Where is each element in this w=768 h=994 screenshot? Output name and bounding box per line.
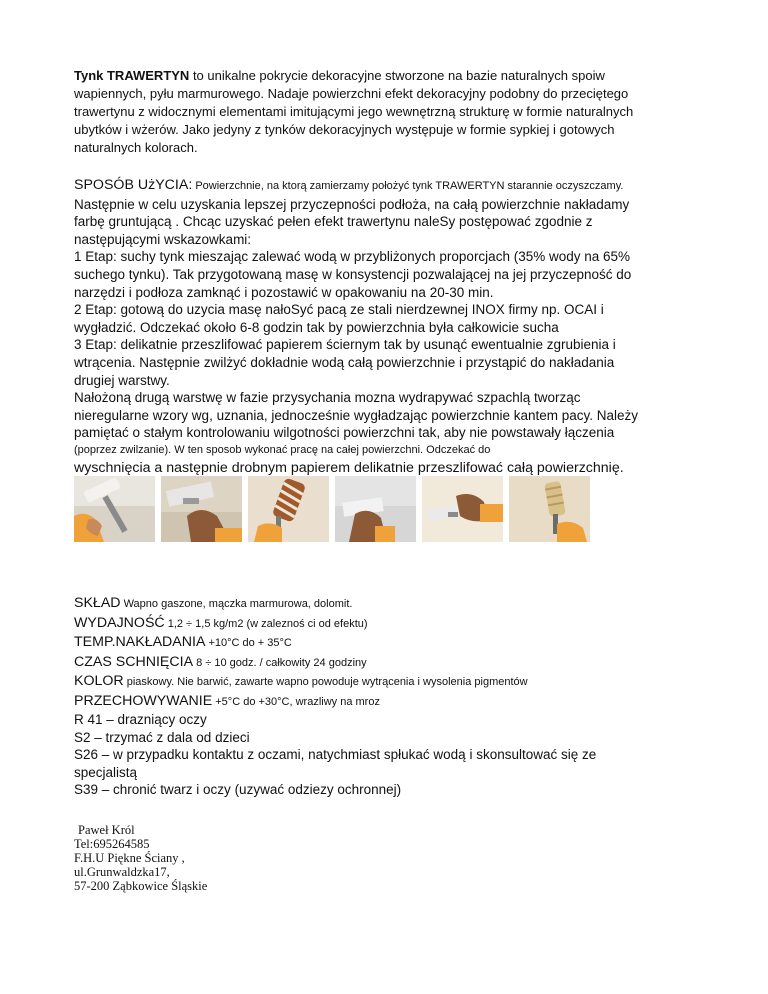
photo-step-trowel-cream — [422, 476, 503, 542]
spec-value: +5°C do +30°C, wrazliwy na mroz — [212, 695, 380, 708]
photo-step-trowel-grey — [335, 476, 416, 542]
usage-line: 2 Etap: gotową do uzycia masę nałoSyć pacą ze stali nierdzewnej INOX firmy np. OCAI i — [74, 302, 604, 318]
usage-small-line: (poprzez zwilzanie). W ten sposob wykonać pracę na całej powierzchni. Odczekać do — [74, 443, 491, 456]
usage-label-note: Powierzchnie, na ktorą zamierzamy położyć tynk TRAWERTYN starannie oczyszczamy. — [192, 180, 624, 192]
spec-key: TEMP.NAKŁADANIA — [74, 634, 206, 650]
photo-step-roller-white — [74, 476, 155, 542]
safety-phrase: specjalistą — [74, 764, 138, 780]
usage-line: Nałożoną drugą warstwę w fazie przysychania mozna wydrapywać szpachlą tworząc — [74, 390, 581, 406]
usage-label: SPOSÓB UżYCIA: — [74, 177, 193, 193]
usage-line: Następnie w celu uzyskania lepszej przyczepności podłoża, na całą powierzchnie nakładamy — [74, 196, 630, 212]
spec-value: Wapno gaszone, mączka marmurowa, dolomit. — [120, 598, 353, 610]
contact-city: 57-200 Ząbkowice Śląskie — [74, 879, 208, 893]
usage-line: farbę gruntującą . Chcąc uzyskać pełen efekt trawertynu naleSy postępować zgodnie z — [74, 214, 593, 230]
usage-section — [74, 176, 674, 477]
safety-phrase: S39 – chronić twarz i oczy (uzywać odziezy ochronnej) — [74, 782, 402, 797]
safety-phrase: R 41 – drazniący oczy — [74, 712, 207, 727]
photo-strip — [74, 476, 592, 542]
usage-line: wygładzić. Odczekać około 6-8 godzin tak by powierzchnia była całkowicie sucha — [74, 319, 559, 335]
contact-block — [74, 823, 207, 893]
photo-step-roller-finish — [509, 476, 590, 542]
intro-paragraph — [74, 67, 634, 157]
usage-line: drugiej warstwy. — [74, 372, 170, 388]
product-name: Tynk TRAWERTYN — [74, 68, 190, 83]
spec-row — [74, 692, 694, 712]
photo-step-roller-texture — [248, 476, 329, 542]
usage-line: pamiętać o stałym kontrolowaniu wilgotności powierzchni tak, aby nie powstawały łączenia — [74, 425, 615, 441]
usage-line: 3 Etap: delikatnie przeszlifować papierem ściernym tak by usunąć ewentualnie zgrubienia i — [74, 337, 616, 353]
contact-company: F.H.U Piękne Ściany , — [74, 851, 185, 865]
contact-phone: Tel:695264585 — [74, 837, 150, 851]
spec-value: 1,2 ÷ 1,5 kg/m2 (w zaleznoś ci od efektu) — [164, 617, 368, 630]
spec-value: piaskowy. Nie barwić, zawarte wapno powoduje wytrącenia i wysolenia pigmentów — [123, 676, 528, 688]
spec-key: PRZECHOWYWANIE — [74, 692, 213, 709]
contact-name: Paweł Król — [78, 823, 135, 837]
contact-street: ul.Grunwaldzka17, — [74, 865, 170, 879]
usage-line: nieregularne wzory wg, uznania, jednocześnie wygładzając powierzchnie kantem pacy. Należy — [74, 407, 639, 423]
spec-row — [74, 614, 694, 634]
spec-row — [74, 633, 694, 653]
usage-last-line: wyschnięcia a następnie drobnym papierem delikatnie przeszlifować całą powierzchnię. — [74, 459, 624, 476]
spec-value: 8 ÷ 10 godz. / całkowity 24 godziny — [193, 656, 367, 669]
spec-key: WYDAJNOŚĆ — [74, 614, 165, 631]
usage-line: następującymi wskazowkami: — [74, 231, 252, 247]
usage-line: wtrącenia. Następnie zwilżyć dokładnie wodą całą powierzchnie i przystąpić do nakładania — [74, 354, 615, 370]
spec-key: SKŁAD — [74, 595, 121, 611]
spec-key: CZAS SCHNIĘCIA — [74, 653, 194, 670]
safety-phrase: S26 – w przypadku kontaktu z oczami, natychmiast spłukać wodą i skonsultować się ze — [74, 747, 597, 762]
usage-line: 1 Etap: suchy tynk mieszając zalewać wodą w przybliżonych proporcjach (35% wody na 65% — [74, 249, 631, 265]
spec-row — [74, 672, 694, 692]
spec-row — [74, 653, 694, 673]
spec-key: KOLOR — [74, 673, 124, 689]
photo-step-trowel-beige — [161, 476, 242, 542]
usage-line: suchego tynku). Tak przygotowaną masę w konsystencji pozwalającej na jej przyczepność do — [74, 266, 632, 282]
safety-phrase: S2 – trzymać z dala od dzieci — [74, 729, 250, 745]
specs-section — [74, 594, 694, 799]
intro-text: to unikalne pokrycie dekoracyjne stworzone na bazie naturalnych spoiw wapiennych, pyłu marmurowego. Nadaje powierzchni efekt dekoracyjny podobny do przeciętego trawertynu z widocznymi elementami imitującymi jego wewnętrzną strukturę w formie naturalnych ubytków i wżerów. Jako jedyny z tynków dekoracyjnych występuje w formie sypkiej i gotowych naturalnych kolorach. — [74, 68, 634, 155]
spec-row — [74, 594, 694, 614]
spec-value: +10°C do + 35°C — [205, 637, 292, 649]
usage-line: narzędzi i podłoza zamknąć i pozostawić w opakowaniu na 20-30 min. — [74, 284, 494, 300]
